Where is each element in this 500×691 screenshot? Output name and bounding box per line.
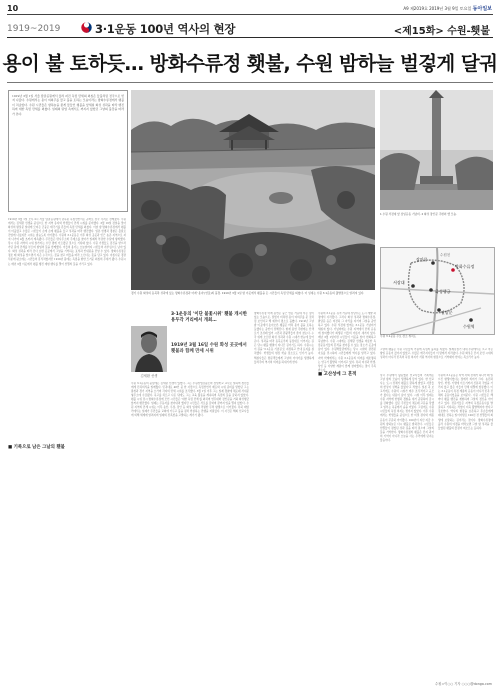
map-caption: 수원 3·1운동 주요 장소 위치도 [380, 334, 417, 338]
side-photo [380, 90, 493, 210]
series-years: 1919~2019 [7, 24, 61, 34]
headline: 용이 불 토하듯… 방화수류정 횃불, 수원 밤하늘 벌겋게 달궈 [2, 52, 498, 75]
body-column-5-top: 그날의 횃불은 수원 시민들의 가슴에 독립의 불씨를 지폈다. 일제강점기 내내 수원에서는 크고 작은 항일 운동이 끊이지 않았고, 수많은 애국지사들이 이 땅에서 자라났다. 수원 화성은 단지 조선 시대의 성곽이 아니라 민족의 독립 의지가 서린 역사의 현장으로 기억돼야 한다는 목소리가 높다. [380, 348, 493, 360]
body-column-1: 1919년 3월 1일 오후 2시 서울 탑골공원에서 낭독된 독립선언서는 곧바로 전국 각지로 전해졌다. 수원에서는 김세환 선생을 중심으로 한 지역 유지와 학생들이 만세 시위를 준비했다. 3월 16일 장날을 맞아 화성의 팔달문 일대에 모여든 군중은 태극기를 흔들며 독립 만세를 외쳤다. 이날 밤 방화수류정에서 횃불이 타올랐고 수많은 시민들이 손에 손에 횃불을 들고 성곽을 따라 행진했다. 일본 헌병과 경찰은 총칼로 진압에 나섰지만 시위는 밤늦도록 이어졌다. 수원의 3·1운동은 이후 화성 곳곳과 인근 농촌 지역으로 퍼져 나가며 4월 초까지 계속됐다. 주민들은 면사무소와 주재소를 찾아가 일제의 부당한 수탈에 항의했다. 당시 수원 지역의 시위 참가자는 수만 명에 이르렀던 것으로 기록돼 있다. 수원 기생들도 검진을 받으러 가던 길에 만세를 부르며 항일의 뜻을 함께했다. 이들의 용기는 오늘날까지 시민들의 자부심으로 남아 있다. 화성 성곽을 따라 걷다 보면 곳곳에서 그날을 기억하는 표석과 안내판을 만날 수 있다. 방화수류정은 정조 때 화성을 쌓으면서 지은 누각으로, 꽃을 찾고 버들을 따라 노닌다는 뜻을 담고 있다. 아름다운 경관 덕분에 평소에는 시민들의 휴식처였지만 1919년 봄에는 독립을 향한 뜨거운 외침의 무대가 됐다. 수원시는 매년 3월 이곳에서 횃불 행진 재현 행사를 열어 선열의 뜻을 기리고 있다. [8, 218, 126, 266]
header-rule [7, 37, 493, 38]
newspaper-name: 동아일보 [472, 6, 492, 12]
location-map [380, 247, 495, 335]
portrait-photo [131, 326, 167, 372]
body-column-4: 수원의 3·1운동 유적 가운데 상당수는 도시 개발 과정에서 사라졌다. 그러나 화성 성곽과 방화수류정, 팔달문 등은 여전히 그 자리를 지키며 그날을 증언하고 있다. 수원 서장대 앞에는 3·1운동 기념비가 세워져 있다. 기념비에는 수원 지역에서 만세 운동에 참여했다가 희생된 이들의 이름이 새겨져 있다. 매년 3월 1일이면 시민들이 이곳을 찾아 헌화하고 묵념한다. 수원 시내에는 김세환 선생을 비롯한 독립운동가들의 흔적을 찾아볼 수 있는 장소가 곳곳에 남아 있다. 수원박물관에서는 당시 시위와 관련된 자료를 전시하며 시민들에게 역사를 알리고 있다. 지역 학계에서는 수원 3·1운동의 의미를 재조명하는 연구가 활발히 이어지고 있다. 특히 여성과 학생, 상인 등 다양한 계층이 함께 참여했다는 점이 주목받는다. [318, 312, 376, 372]
main-photo-caption: 경기 수원 화성의 동북쪽 성곽에 있는 방화수류정과 아래 '용지'(연못)의 풍경. 1919년 3월 1일 밤 이곳에서 횃불을 든 시민들이 독립 만세를 외쳤다. 이 일대는 수원 3·1운동의 출발점으로 알려져 있다. [131, 291, 365, 295]
subhead-col2-b: 1919년 3월 16일 수원 화성 곳곳에서 횃불과 함께 만세 시위 [171, 343, 247, 355]
portrait-caption: 김세환 선생 [140, 374, 158, 378]
body-column-5: 당시 수원에서 활동했던 선교사들의 기록에는 그날 밤의 모습이 생생하게 담겨 있다. 한 선교사는 '도시 전체가 횃불로 환하게 밝았고 사람들의 함성이 성벽을 울렸다'고 적었다. 일본 측 보고서에도 수원의 시위가 매우 조직적이고 규모가 컸다는 내용이 남아 있다. 시위 이후 일제는 수원 지역에 헌병과 경찰을 대거 증원하며 감시를 강화했다. 많은 주민들이 체포돼 고문을 당했고 일부는 옥중에서 숨을 거뒀다. 그럼에도 수원 시민들의 독립 의지는 꺾이지 않았다. 이후 수원에서는 학생들을 중심으로 한 비밀 결사와 계몽 운동이 꾸준히 이어졌다. 100년이 지난 지금 수원의 밤하늘은 다시 횃불로 밝혀진다. 시민들은 선열들이 걸었던 성곽 길을 따라 걸으며 그날의 뜻을 기억한다. 방화수류정의 횃불은 단지 과거의 기억이 아니라 오늘을 사는 우리에게 던지는 물음이다. [380, 374, 434, 442]
map-label: 수원역 [463, 324, 475, 329]
subhead-col1: ■ 기록으로 남은 그날의 횃불 [8, 445, 126, 451]
issue-date: A9 제2019호 2019년 3월 9일 토요일 [403, 6, 472, 11]
map-label: 팔달문 [441, 310, 453, 315]
map-label: 수원천 [440, 253, 451, 257]
lead-text: 1919년 3월 1일 서울 탑골공원에서 울려 퍼진 독립 만세의 외침은 들불처럼 전국으로 번져 나갔다. 수원에서는 용이 여의주를 물고 불을 토하는 모습이라는 방화수류정에서 횃불이 치솟았다. 수원 시민들은 밤하늘을 붉게 물들인 횃불을 앞세워 화성 성곽을 따라 행진하며 대한 독립 만세를 외쳤다. 일제의 탄압 속에서도 꺼지지 않았던 그날의 불꽃을 따라가 본다. [12, 94, 124, 116]
body-column-3: 방화수류정 아래 용연은 둥근 연못 가운데 작은 섬이 있는 모습으로, 달빛이 비치면 용이 여의주를 문 것처럼 보인다고 해 예부터 명소로 꼽혔다. 1919년 그날 밤 이곳에서 솟아오른 횃불은 마치 용이 불을 토하는 듯했다는 증언이 전해진다. 현재 용연 주변에는 산책로가 조성돼 있어 시민과 관광객들이 즐겨 찾는다. 누각 위에 오르면 화성 성곽과 수원 시내가 한눈에 들어온다. 성곽을 따라 동북포루와 동장대로 이어지는 길은 당시 횃불 행렬이 지나간 길이기도 하다. 수원시는 이 길을 '3·1운동 기념길'로 지정하고 안내 표지를 설치했다. 학생들의 현장 학습 장소로도 인기가 높다. 해설사들은 방문객들에게 그날의 이야기를 생생하게 들려주며 역사의 의미를 되새기게 한다. [254, 312, 314, 364]
map-label: 화성행궁 [435, 289, 451, 294]
taegukgi-icon [81, 22, 92, 33]
top-rule [7, 14, 493, 15]
main-photo [131, 90, 375, 290]
map-label: 방화수류정 [455, 264, 475, 269]
body-column-2: 수원 3·1운동의 중심에는 김세환 선생이 있었다. 그는 수원상업강습소와 삼일학교 교사로 일하며 청년들에게 민족의식을 일깨웠다. 민족대표 48인 중 한 사람으로 독립선언서 배포와 시위 준비를 맡았던 그는 충청과 경기 지역을 오가며 각지의 만세 시위를 조직했다. 3월 1일 이후 그는 일제 경찰에 체포돼 서대문형무소에 수감됐다. 옥고를 치르고 나온 뒤에도 그는 교육 활동을 계속하며 독립의 뜻을 굽히지 않았다. 횃불 시위 당시 방화수류정에 모인 시민들은 '대한 독립 만세'를 외치며 연무대와 장안문을 거쳐 화성행궁 앞까지 행진했다. 일제는 주동자를 찾아내려 했지만 시민들은 서로를 감싸며 끝까지 입을 열지 않았다. 수원 지역의 만세 시위는 이후 송산, 우정, 장안 등 화성 일대의 격렬한 무력 항쟁으로 이어졌다. 특히 제암리에서는 일제가 주민들을 교회에 가두고 불을 질러 학살하는 만행을 저질렀다. 이 사건은 해외 선교사들에 의해 세계에 알려지며 일제의 잔혹함을 고발하는 계기가 됐다. [131, 382, 249, 418]
publication-line [403, 5, 492, 12]
lead-box [8, 90, 128, 212]
body-column-6: 수원의 3·1운동은 지역 사회 전체가 하나가 돼 일으킨 항쟁이었다는 점에서 의미가 크다. 농민과 상인, 학생, 기생에 이르기까지 신분과 직업을 가리지 않고 많은 이들이 만세 대열에 합류했다. 이는 3·1운동이 특정 계층의 운동이 아니라 민족 전체의 운동이었음을 보여준다. 수원 시민들은 해마다 횃불 행진을 재현하며 그날의 정신을 이어가고 있다. 전문가들은 지역의 독립운동사를 발굴하고 기록하는 작업이 더욱 활발해져야 한다고 강조한다. 역사의 현장을 보존하고 후손들에게 제대로 전하는 일이야말로 100년 전 선열들의 희생에 보답하는 길이라는 것이다. 방화수류정에 올라 수원의 야경을 바라보면 그날 밤 성곽을 물들였던 횃불의 물결이 떠오르는 듯하다. [438, 374, 493, 430]
side-photo-caption: 1 수원 서장대 앞 삼일운동 기념비. 2 화성 장안문 주변의 옛 모습. [380, 212, 457, 216]
page-number: 10 [7, 4, 19, 13]
series-title: 3·1운동 100년 역사의 현장 [95, 22, 236, 36]
map-label: 서장대 [393, 280, 405, 285]
subhead-col4: ■ 고산성에 그 흔적 [318, 372, 376, 378]
byline: 수원=이○○ 기자 ○○○@donga.com [435, 682, 492, 686]
map-label: 장안문 [416, 257, 428, 262]
subhead-col2-a: 3·1운동의 '이단 불꽃시위' 횃불 개시한 용두각 거리에서 개최… [171, 312, 247, 324]
episode-label: <제15화> 수원-횃불 [393, 26, 490, 37]
headline-rule [7, 82, 493, 83]
